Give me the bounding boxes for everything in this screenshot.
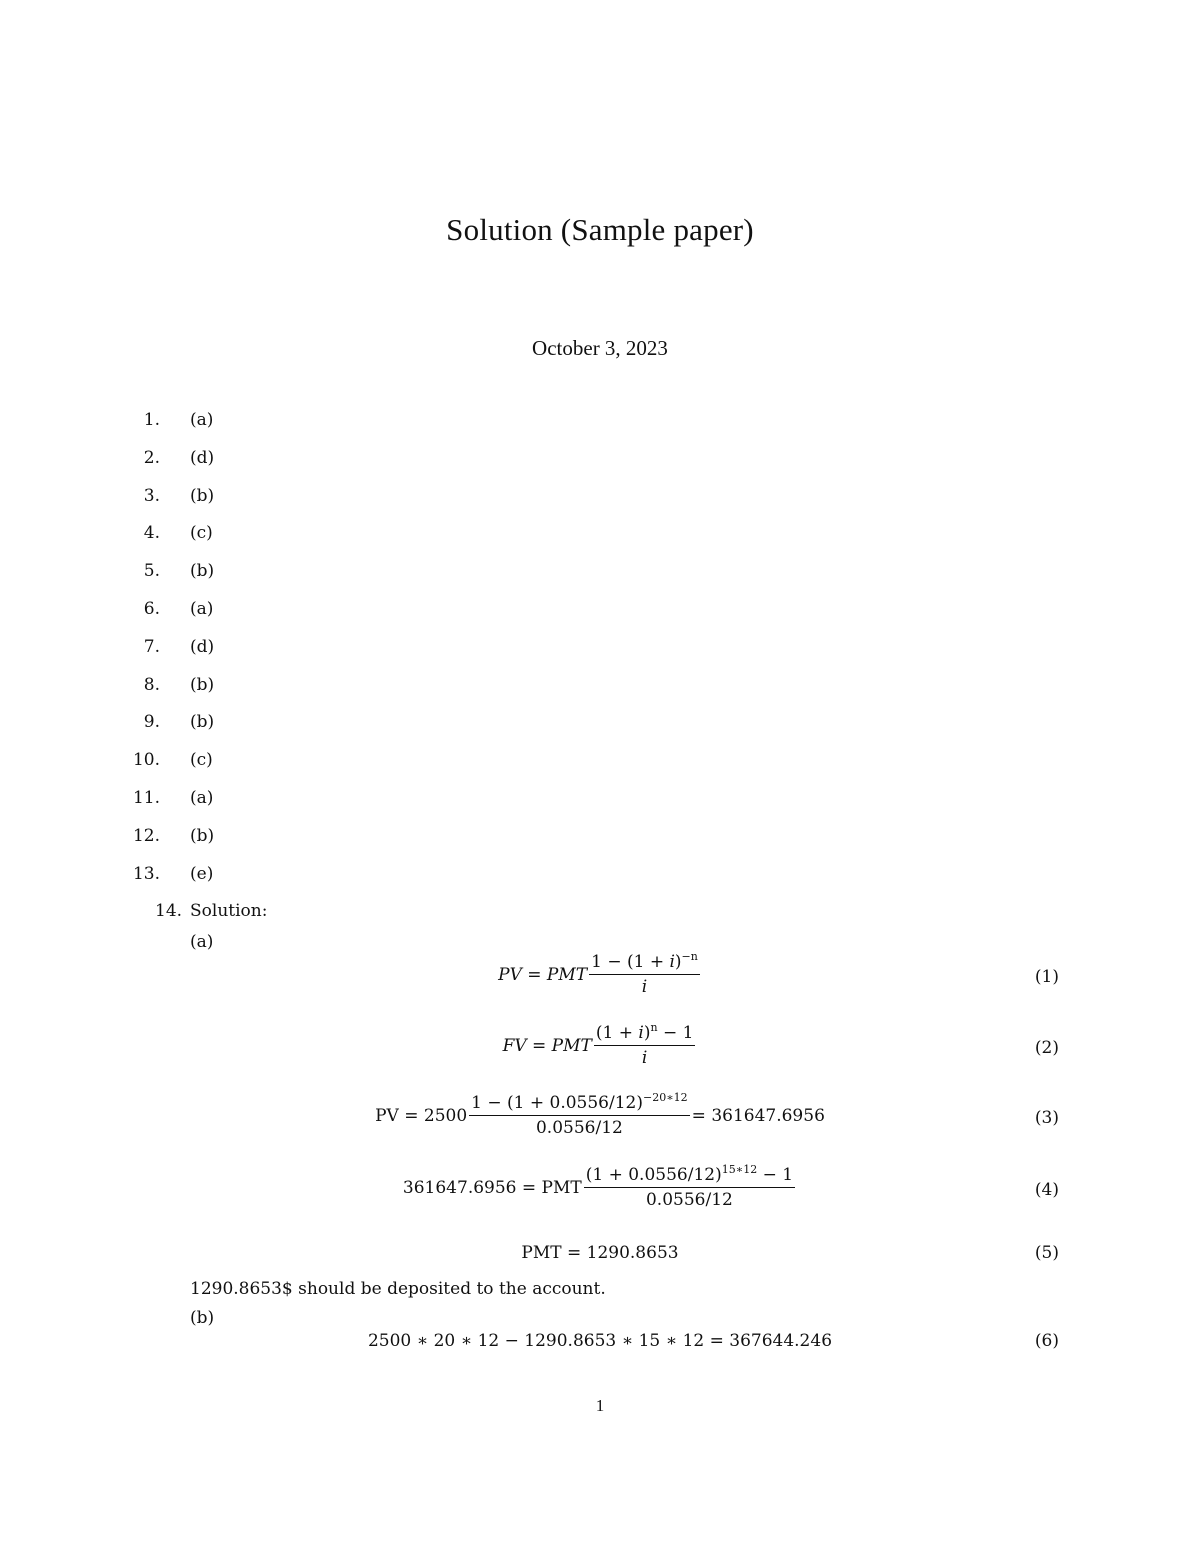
eq3-fraction [469,1093,690,1138]
answer-number: 6. [143,598,160,619]
answer-number: 4. [143,523,160,544]
eq4-fraction [584,1165,795,1210]
answer-number: 3. [143,485,160,506]
eq2-denominator: i [641,1048,648,1068]
eq2-lhs: FV = PMT [502,1035,592,1056]
answer-choice: (b) [190,561,215,582]
answer-choice: (a) [190,598,214,619]
equation-5 [0,1243,1200,1263]
answer-number: 8. [143,674,160,695]
answer-choice: (d) [190,636,215,657]
equation-4 [0,1165,1200,1210]
eq2-numerator: $(1 + i)^n - 1$ [594,1023,696,1046]
eq6-text: 2500 ∗ 20 ∗ 12 − 1290.8653 ∗ 15 ∗ 12 = 367644.246 [367,1331,833,1351]
answer-item [132,784,550,822]
answer-item [143,406,550,444]
answer-item [143,595,550,633]
answer-choice: (a) [190,410,214,430]
equation-2 [0,1023,1200,1068]
answer-number: 1. [143,410,160,430]
answer-item [143,444,550,482]
answer-number: 5. [143,561,160,582]
eq4-denominator: 0.0556/12 [645,1190,733,1210]
q14-part-b-label: (b) [190,1308,215,1328]
answer-number: 12. [132,825,160,846]
equation-1 [0,952,1200,997]
eq1-numerator: $1 - (1 + i)^{-n}$ [589,952,700,975]
answer-choice: (c) [190,750,213,771]
equation-6-number: (6) [1034,1331,1059,1351]
q14-part-a-label: (a) [190,932,214,952]
eq3-numerator: $1 - (1 + 0.0556/12)^{-20∗12}$ [469,1093,690,1116]
eq3-denominator: 0.0556/12 [535,1118,623,1138]
equation-1-number: (1) [1034,967,1059,987]
eq1-lhs: PV = PMT [498,964,588,985]
answer-item [143,671,550,709]
eq3-lhs: PV = 2500 [375,1105,468,1126]
answer-item [132,746,550,784]
q14-label: Solution: [190,901,268,921]
answer-list [132,406,550,897]
answer-item [143,708,550,746]
document-date: October 3, 2023 [532,336,668,360]
page-title: Solution (Sample paper) [446,212,754,247]
answer-choice: (b) [190,485,215,506]
eq1-denominator: i [641,977,648,997]
answer-item [143,557,550,595]
q14-number: 14. [155,901,183,921]
answer-choice: (c) [190,523,213,544]
eq4-numerator: $(1 + 0.0556/12)^{15∗12} - 1$ [584,1165,795,1188]
answer-item [143,633,550,671]
answer-choice: (b) [190,712,215,733]
answer-item [132,860,550,898]
answer-number: 2. [143,447,160,468]
eq2-fraction [594,1023,696,1068]
answer-number: 10. [132,750,160,771]
answer-choice: (b) [190,825,215,846]
eq1-fraction [589,952,700,997]
answer-number: 7. [143,636,160,657]
answer-item [143,482,550,520]
answer-item [132,822,550,860]
answer-number: 9. [143,712,160,733]
answer-item [143,519,550,557]
answer-number: 11. [132,787,160,808]
answer-choice: (d) [190,447,215,468]
answer-choice: (a) [190,787,214,808]
equation-6 [0,1331,1200,1351]
equation-4-number: (4) [1034,1180,1059,1200]
equation-2-number: (2) [1034,1038,1059,1058]
equation-5-number: (5) [1034,1243,1059,1263]
eq4-lhs: 361647.6956 = PMT [402,1177,582,1198]
equation-3-number: (3) [1034,1108,1059,1128]
q14-conclusion: 1290.8653$ should be deposited to the account. [190,1279,606,1299]
eq3-rhs: = 361647.6956 [691,1105,825,1126]
page-number: 1 [595,1396,605,1415]
answer-choice: (b) [190,674,215,695]
answer-number: 13. [132,863,160,884]
equation-3 [0,1093,1200,1138]
answer-choice: (e) [190,863,214,884]
eq5-text: PMT = 1290.8653 [521,1243,679,1263]
